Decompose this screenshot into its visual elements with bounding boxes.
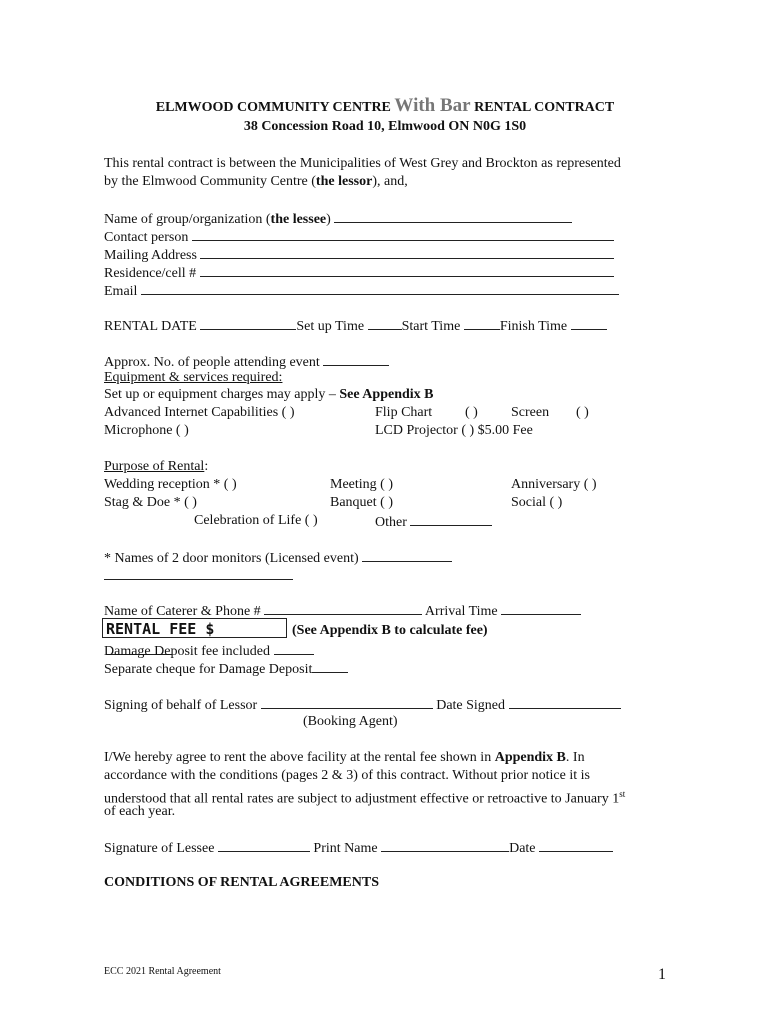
agreement-line-2: accordance with the conditions (pages 2 & 3) of this contract. Without prior notice it is xyxy=(104,768,590,783)
anniversary-option[interactable]: Anniversary ( ) xyxy=(511,477,597,492)
appendix-b-note: (See Appendix B to calculate fee) xyxy=(292,623,488,638)
with-bar-label: With Bar xyxy=(394,95,471,116)
flip-chart-checkbox[interactable]: ( ) xyxy=(465,405,478,420)
microphone-option[interactable]: Microphone ( ) xyxy=(104,423,189,438)
screen-checkbox[interactable]: ( ) xyxy=(576,405,589,420)
rental-date-line[interactable]: RENTAL DATE Set up Time Start Time Finish Time xyxy=(104,316,607,336)
rental-fee-box[interactable]: RENTAL FEE $ xyxy=(102,618,287,638)
door-monitors-field[interactable]: * Names of 2 door monitors (Licensed event) xyxy=(104,548,452,568)
agreement-line-3: understood that all rental rates are subject to adjustment effective or retroactive to January 1st xyxy=(104,789,626,807)
social-option[interactable]: Social ( ) xyxy=(511,495,563,510)
lessee-signature-line[interactable]: Signature of Lessee Print Name Date xyxy=(104,838,613,858)
mailing-address-field[interactable]: Mailing Address xyxy=(104,245,614,265)
purpose-heading: Purpose of Rental: xyxy=(104,459,209,474)
attendance-field[interactable]: Approx. No. of people attending event xyxy=(104,352,389,372)
email-field[interactable]: Email xyxy=(104,281,619,301)
caterer-line[interactable]: Name of Caterer & Phone # Arrival Time xyxy=(104,601,581,621)
agreement-line-4: of each year. xyxy=(104,804,176,819)
door-monitors-continuation[interactable] xyxy=(104,566,293,586)
residence-cell-field[interactable]: Residence/cell # xyxy=(104,263,614,283)
celebration-of-life-option[interactable]: Celebration of Life ( ) xyxy=(194,513,318,528)
group-name-field[interactable]: Name of group/organization (the lessee) xyxy=(104,209,572,229)
contract-title: ELMWOOD COMMUNITY CENTRE With Bar RENTAL CONTRACT xyxy=(155,95,615,116)
setup-charges-line: Set up or equipment charges may apply – See Appendix B xyxy=(104,387,434,402)
booking-agent-label: (Booking Agent) xyxy=(303,714,398,729)
damage-deposit-field[interactable]: Damage Deposit fee included xyxy=(104,641,314,661)
meeting-option[interactable]: Meeting ( ) xyxy=(330,477,393,492)
screen-option[interactable]: Screen xyxy=(511,405,550,420)
lcd-projector-option[interactable]: LCD Projector ( ) $5.00 Fee xyxy=(375,423,533,438)
lessor-signature-line[interactable]: Signing of behalf of Lessor Date Signed xyxy=(104,695,621,715)
banquet-option[interactable]: Banquet ( ) xyxy=(330,495,393,510)
agreement-line-1: I/We hereby agree to rent the above facility at the rental fee shown in Appendix B. In xyxy=(104,750,585,765)
wedding-reception-option[interactable]: Wedding reception * ( ) xyxy=(104,477,237,492)
advanced-internet-option[interactable]: Advanced Internet Capabilities ( ) xyxy=(104,405,295,420)
page-number: 1 xyxy=(658,966,666,983)
conditions-heading: CONDITIONS OF RENTAL AGREEMENTS xyxy=(104,875,379,890)
other-option[interactable]: Other xyxy=(375,512,492,532)
separate-cheque-field[interactable]: Separate cheque for Damage Deposit xyxy=(104,659,348,679)
intro-line-1: This rental contract is between the Municipalities of West Grey and Brockton as represented xyxy=(104,156,621,171)
footer-label: ECC 2021 Rental Agreement xyxy=(104,966,221,977)
stag-doe-option[interactable]: Stag & Doe * ( ) xyxy=(104,495,197,510)
contact-person-field[interactable]: Contact person xyxy=(104,227,614,247)
intro-line-2: by the Elmwood Community Centre (the lessor), and, xyxy=(104,174,408,189)
address-line: 38 Concession Road 10, Elmwood ON N0G 1S0 xyxy=(243,119,527,134)
flip-chart-option[interactable]: Flip Chart xyxy=(375,405,433,420)
equipment-heading: Equipment & services required: xyxy=(104,370,283,385)
